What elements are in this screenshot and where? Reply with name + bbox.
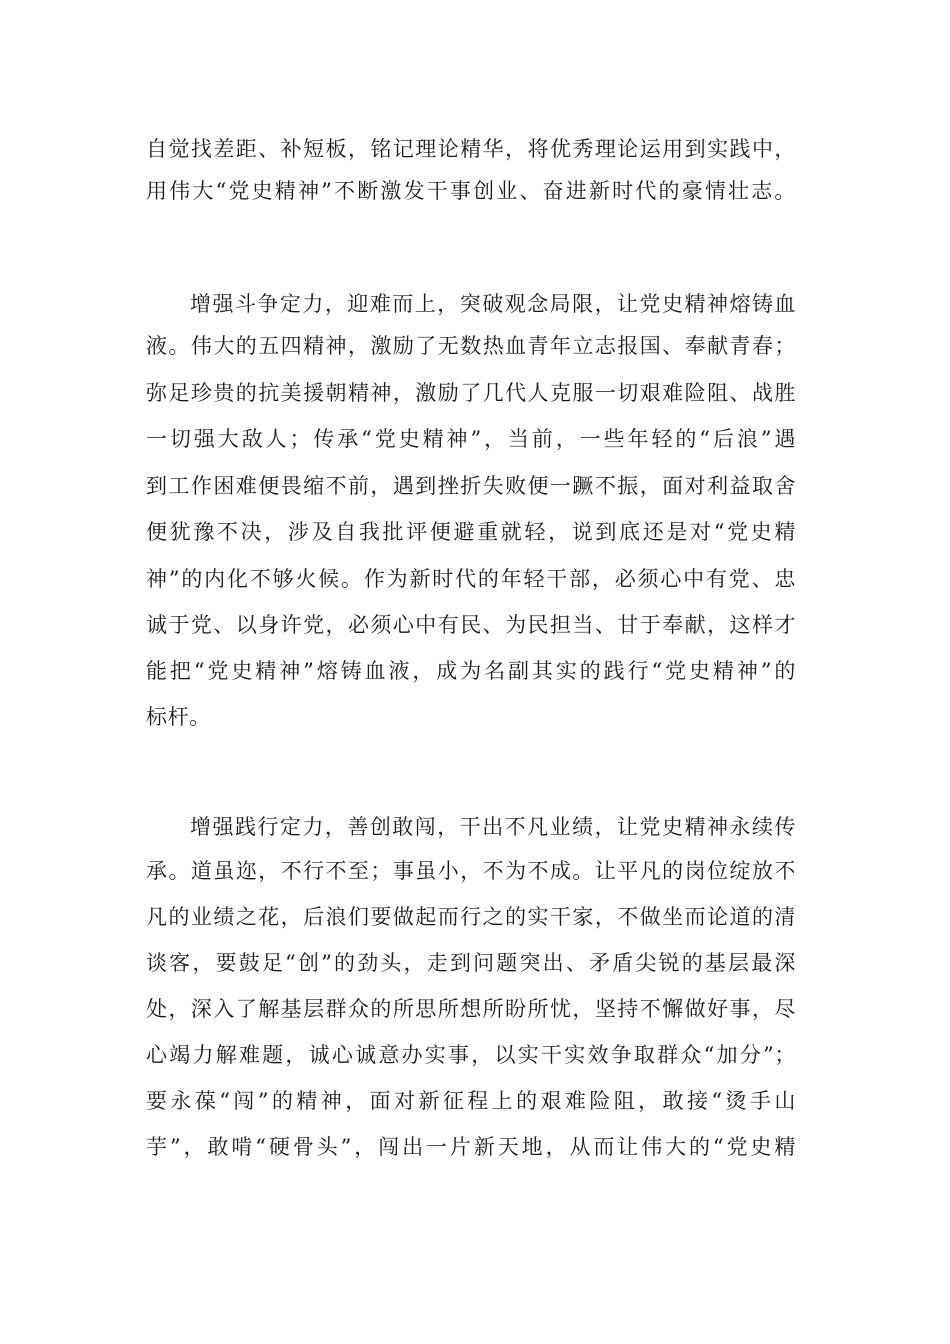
paragraph-2-line-9: 能把“党史精神”熔铸血液，成为名副其实的践行“党史精神”的 [146,659,796,683]
paragraph-3-line-1: 增强践行定力，善创敢闯，干出不凡业绩，让党史精神永续传 [190,815,796,839]
paragraph-3-line-3: 凡的业绩之花，后浪们要做起而行之的实干家，不做坐而论道的清 [146,905,796,929]
paragraph-1-line-1: 自觉找差距、补短板，铭记理论精华，将优秀理论运用到实践中， [146,137,796,161]
paragraph-2-line-5: 到工作困难便畏缩不前，遇到挫折失败便一蹶不振，面对利益取舍 [146,474,796,498]
paragraph-2-line-8: 诚于党、以身许党，必须心中有民、为民担当、甘于奉献，这样才 [146,613,796,637]
paragraph-2-line-3: 弥足珍贵的抗美援朝精神，激励了几代人克服一切艰难险阻、战胜 [146,381,796,405]
paragraph-1-line-2: 用伟大“党史精神”不断激发干事创业、奋进新时代的豪情壮志。 [146,179,796,203]
paragraph-3-line-5: 处，深入了解基层群众的所思所想所盼所忧，坚持不懈做好事，尽 [146,997,796,1021]
paragraph-3-line-2: 承。道虽迩，不行不至；事虽小，不为不成。让平凡的岗位绽放不 [146,859,796,883]
paragraph-3-line-8: 芋”，敢啃“硬骨头”，闯出一片新天地，从而让伟大的“党史精 [146,1135,796,1159]
paragraph-2-line-4: 一切强大敌人；传承“党史精神”，当前，一些年轻的“后浪”遇 [146,427,796,451]
paragraph-2-line-10: 标杆。 [146,705,211,729]
paragraph-2-line-7: 神”的内化不够火候。作为新时代的年轻干部，必须心中有党、忠 [146,567,796,591]
paragraph-2-line-6: 便犹豫不决，涉及自我批评便避重就轻，说到底还是对“党史精 [146,520,796,544]
paragraph-3-line-7: 要永葆“闯”的精神，面对新征程上的艰难险阻，敢接“烫手山 [146,1089,796,1113]
paragraph-2-line-1: 增强斗争定力，迎难而上，突破观念局限，让党史精神熔铸血 [190,292,796,316]
paragraph-2-line-2: 液。伟大的五四精神，激励了无数热血青年立志报国、奉献青春； [146,334,796,358]
paragraph-3-line-6: 心竭力解难题，诚心诚意办实事，以实干实效争取群众“加分”； [146,1043,796,1067]
paragraph-3-line-4: 谈客，要鼓足“创”的劲头，走到问题突出、矛盾尖锐的基层最深 [146,951,796,975]
